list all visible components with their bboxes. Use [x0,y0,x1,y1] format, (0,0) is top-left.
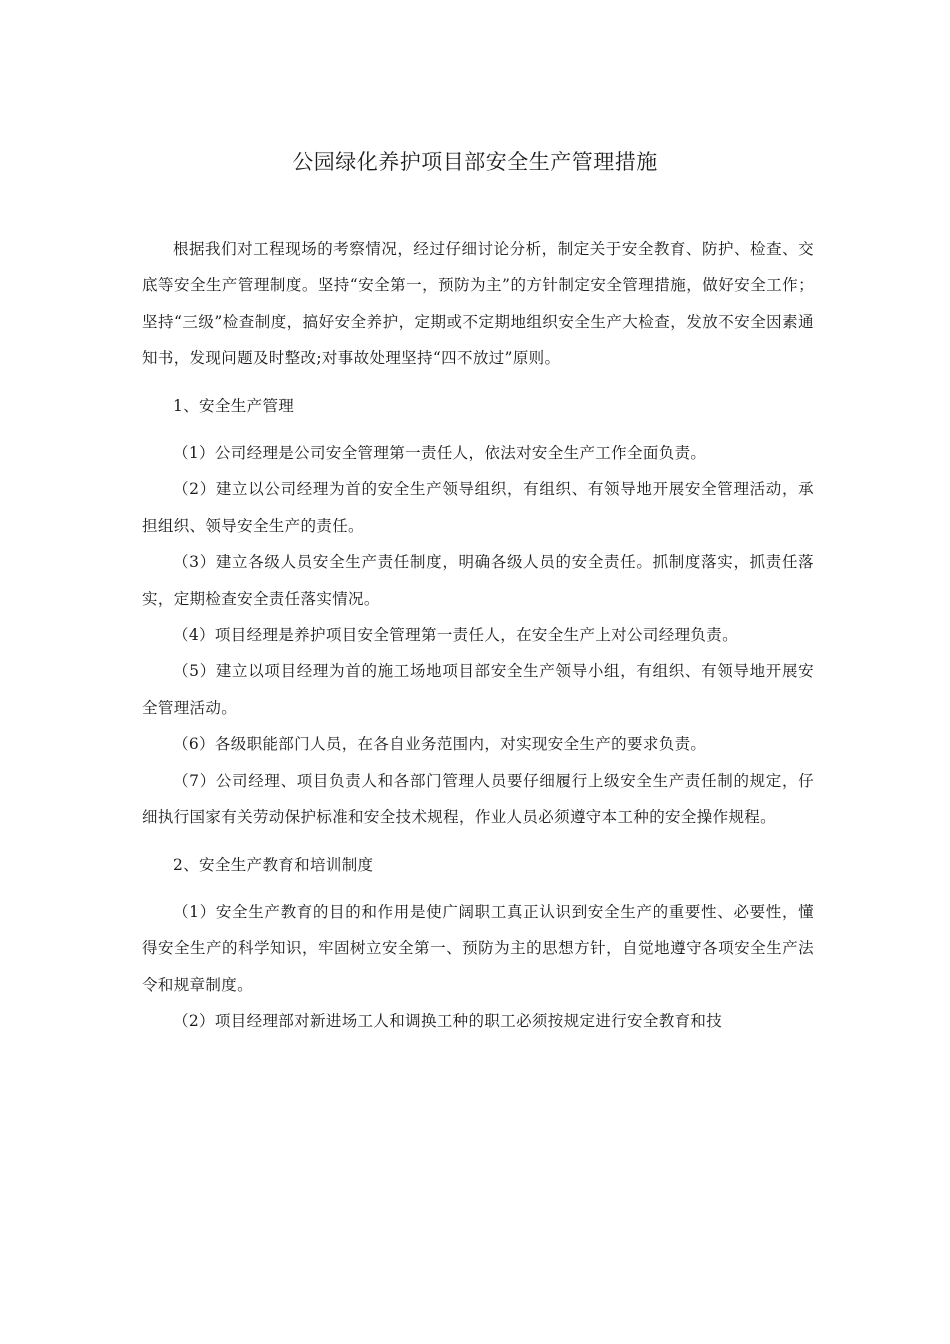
section1-item: （2）建立以公司经理为首的安全生产领导组织，有组织、有领导地开展安全管理活动，承担组织、领导安全生产的责任。 [142,480,814,535]
intro-paragraph: 根据我们对工程现场的考察情况，经过仔细讨论分析，制定关于安全教育、防护、检查、交底等安全生产管理制度。坚持“安全第一，预防为主”的方针制定安全管理措施，做好安全工作；坚持“三级”检查制度，搞好安全养护，定期或不定期地组织安全生产大检查，发放不安全因素通知书，发现问题及时整改;对事故处理坚持“四不放过”原则。 [142,240,814,368]
section1-item: （3）建立各级人员安全生产责任制度，明确各级人员的安全责任。抓制度落实，抓责任落实，定期检查安全责任落实情况。 [142,553,814,608]
section1-item: （5）建立以项目经理为首的施工场地项目部安全生产领导小组，有组织、有领导地开展安全管理活动。 [142,662,814,717]
document-body [142,231,814,1040]
section1-item: （4）项目经理是养护项目安全管理第一责任人，在安全生产上对公司经理负责。 [173,626,738,645]
section1-item: （1）公司经理是公司安全管理第一责任人，依法对安全生产工作全面负责。 [173,444,707,463]
section1-item: （7）公司经理、项目负责人和各部门管理人员要仔细履行上级安全生产责任制的规定，仔细执行国家有关劳动保护标准和安全技术规程，作业人员必须遵守本工种的安全操作规程。 [142,771,814,827]
section1-item: （6）各级职能部门人员，在各自业务范围内，对实现安全生产的要求负责。 [173,735,707,754]
document-title: 公园绿化养护项目部安全生产管理措施 [292,150,658,174]
section-heading-1: 1、安全生产管理 [173,396,295,415]
section2-item: （1）安全生产教育的目的和作用是使广阔职工真正认识到安全生产的重要性、必要性，懂得安全生产的科学知识，牢固树立安全第一、预防为主的思想方针，自觉地遵守各项安全生产法令和规章制度。 [142,902,814,994]
section-heading-2: 2、安全生产教育和培训制度 [173,855,374,874]
section2-item: （2）项目经理部对新进场工人和调换工种的职工必须按规定进行安全教育和技 [173,1012,723,1031]
